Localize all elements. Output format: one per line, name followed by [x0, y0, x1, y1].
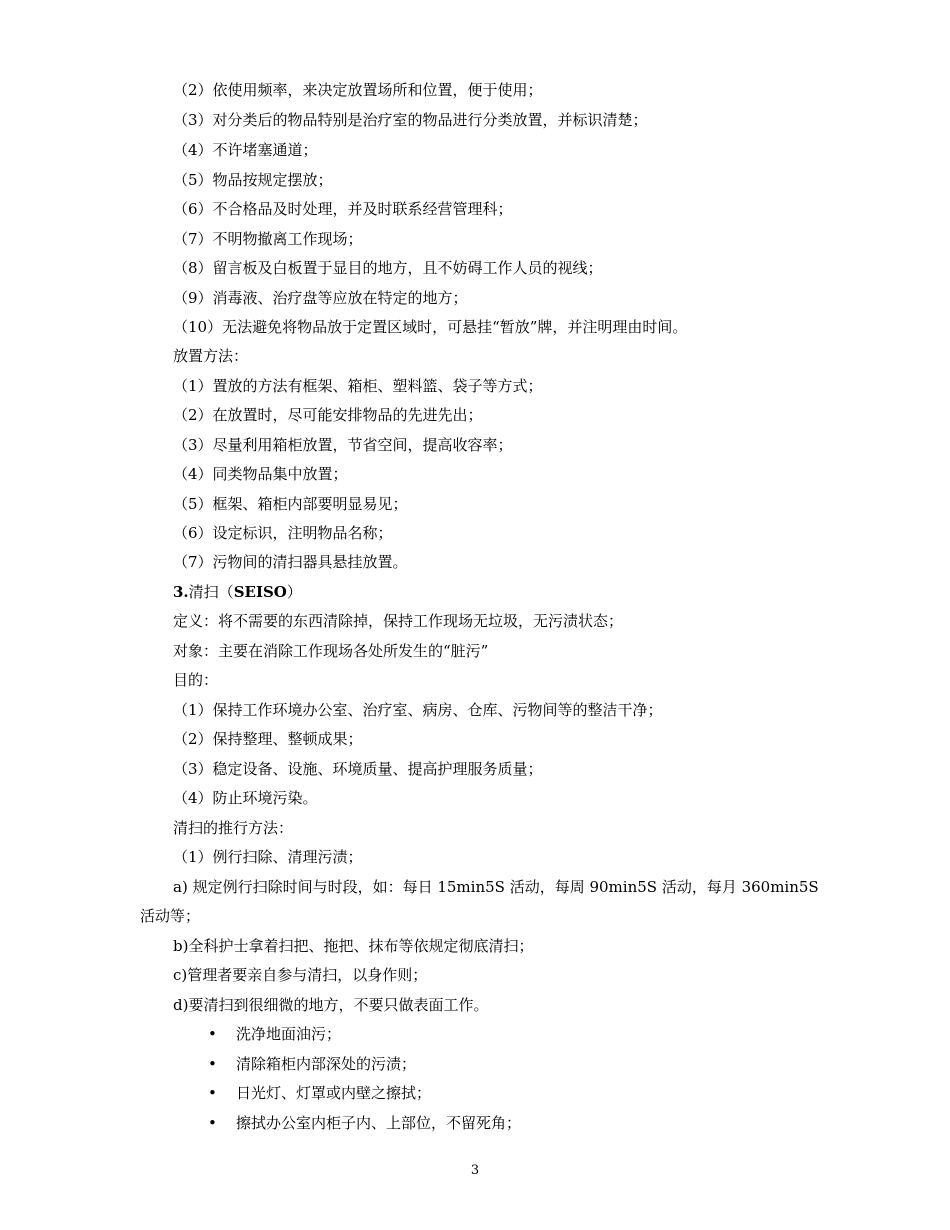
- paragraph-a-line1: a) 规定例行扫除时间与时段，如：每日 15min5S 活动，每周 90min5S 活动，每月 360min5S: [173, 878, 819, 896]
- bullet-icon: •: [208, 1084, 217, 1102]
- bullet-icon: •: [208, 1025, 217, 1043]
- object-line: 对象：主要在消除工作现场各处所发生的“脏污”: [173, 642, 489, 660]
- list-item: （5）框架、箱柜内部要明显易见；: [173, 495, 408, 513]
- bullet-icon: •: [208, 1055, 217, 1073]
- heading-text: 清扫（: [188, 583, 234, 601]
- list-item: （6）不合格品及时处理，并及时联系经营管理科；: [173, 200, 513, 218]
- bullet-text: 擦拭办公室内柜子内、上部位，不留死角；: [236, 1114, 522, 1132]
- heading-term: SEISO: [233, 583, 287, 601]
- bullet-item: [208, 1024, 341, 1044]
- bullet-text: 清除箱柜内部深处的污渍；: [236, 1055, 417, 1073]
- heading-close: ）: [286, 583, 302, 601]
- list-item: （7）污物间的清扫器具悬挂放置。: [173, 553, 408, 571]
- list-item: （3）对分类后的物品特别是治疗室的物品进行分类放置，并标识清楚；: [173, 111, 648, 129]
- section-label: 放置方法：: [173, 347, 249, 365]
- list-item: d)要清扫到很细微的地方，不要只做表面工作。: [173, 996, 489, 1014]
- list-item: （6）设定标识，注明物品名称；: [173, 524, 393, 542]
- list-item: （2）在放置时，尽可能安排物品的先进先出；: [173, 406, 483, 424]
- list-item: b)全科护士拿着扫把、拖把、抹布等依规定彻底清扫；: [173, 937, 534, 955]
- list-item: （3）稳定设备、设施、环境质量、提高护理服务质量；: [173, 760, 543, 778]
- list-item: （1）置放的方法有框架、箱柜、塑料篮、袋子等方式；: [173, 377, 543, 395]
- list-item: （5）物品按规定摆放；: [173, 171, 333, 189]
- paragraph-a-line2: 活动等；: [140, 907, 201, 925]
- page-number: 3: [470, 1163, 480, 1178]
- list-item: c)管理者要亲自参与清扫，以身作则；: [173, 966, 428, 984]
- bullet-text: 洗净地面油污；: [236, 1025, 342, 1043]
- list-item: （1）例行扫除、清理污渍；: [173, 848, 363, 866]
- section-heading: [173, 582, 302, 602]
- list-item: （4）防止环境污染。: [173, 789, 318, 807]
- section-label: 清扫的推行方法：: [173, 819, 294, 837]
- heading-number: 3.: [173, 583, 189, 601]
- list-item: （9）消毒液、治疗盘等应放在特定的地方；: [173, 289, 468, 307]
- bullet-item: [208, 1113, 521, 1133]
- bullet-icon: •: [208, 1114, 217, 1132]
- bullet-text: 日光灯、灯罩或内壁之擦拭；: [236, 1084, 432, 1102]
- definition-line: 定义：将不需要的东西清除掉，保持工作现场无垃圾，无污渍状态；: [173, 612, 624, 630]
- list-item: （2）保持整理、整顿成果；: [173, 730, 363, 748]
- bullet-item: [208, 1083, 431, 1103]
- list-item: （1）保持工作环境办公室、治疗室、病房、仓库、污物间等的整洁干净；: [173, 701, 663, 719]
- list-item: （4）不许堵塞通道；: [173, 141, 318, 159]
- list-item: （10）无法避免将物品放于定置区域时，可悬挂“暂放”牌，并注明理由时间。: [173, 318, 688, 336]
- list-item: （3）尽量利用箱柜放置，节省空间，提高收容率；: [173, 436, 513, 454]
- list-item: （2）依使用频率，来决定放置场所和位置，便于使用；: [173, 81, 543, 99]
- section-label: 目的：: [173, 671, 219, 689]
- list-item: （7）不明物撤离工作现场；: [173, 230, 363, 248]
- list-item: （4）同类物品集中放置；: [173, 465, 348, 483]
- list-item: （8）留言板及白板置于显目的地方，且不妨碍工作人员的视线；: [173, 259, 603, 277]
- bullet-item: [208, 1054, 416, 1074]
